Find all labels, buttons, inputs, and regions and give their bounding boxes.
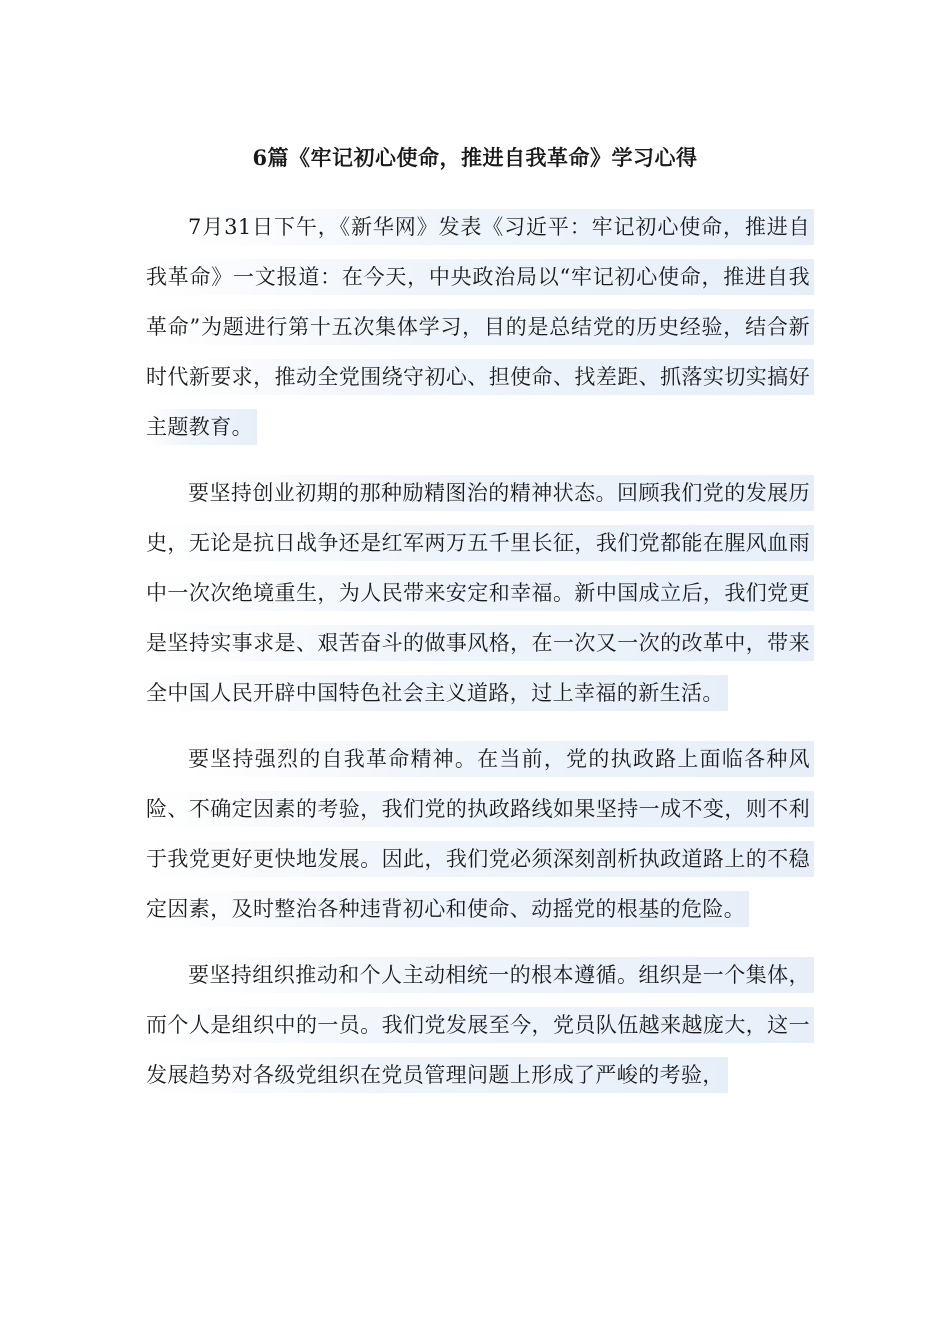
paragraph-text: 要坚持组织推动和个人主动相统一的根本遵循。组织是一个集体，而个人是组织中的一员。我们党发展至今，党员队伍越来越庞大，这一发展趋势对各级党组织在党员管理问题上形成了严峻的考验， (146, 957, 814, 1093)
paragraph (146, 468, 814, 718)
paragraph (146, 950, 814, 1100)
paragraph (146, 734, 814, 934)
paragraph-text: 要坚持创业初期的那种励精图治的精神状态。回顾我们党的发展历史，无论是抗日战争还是红军两万五千里长征，我们党都能在腥风血雨中一次次绝境重生，为人民带来安定和幸福。新中国成立后，我们党更是坚持实事求是、艰苦奋斗的做事风格，在一次又一次的改革中，带来全中国人民开辟中国特色社会主义道路，过上幸福的新生活。 (146, 475, 814, 711)
document-title: 6篇《牢记初心使命，推进自我革命》学习心得 (252, 145, 698, 170)
paragraph-text: 要坚持强烈的自我革命精神。在当前，党的执政路上面临各种风险、不确定因素的考验，我们党的执政路线如果坚持一成不变，则不利于我党更好更快地发展。因此，我们党必须深刻剖析执政道路上的不稳定因素，及时整治各种违背初心和使命、动摇党的根基的危险。 (146, 741, 814, 927)
document-body (146, 202, 814, 1116)
paragraph-text: 7月31日下午，《新华网》发表《习近平：牢记初心使命，推进自我革命》一文报道：在今天，中央政治局以“牢记初心使命，推进自我革命”为题进行第十五次集体学习，目的是总结党的历史经验，结合新时代新要求，推动全党围绕守初心、担使命、找差距、抓落实切实搞好主题教育。 (146, 209, 814, 445)
paragraph (146, 202, 814, 452)
